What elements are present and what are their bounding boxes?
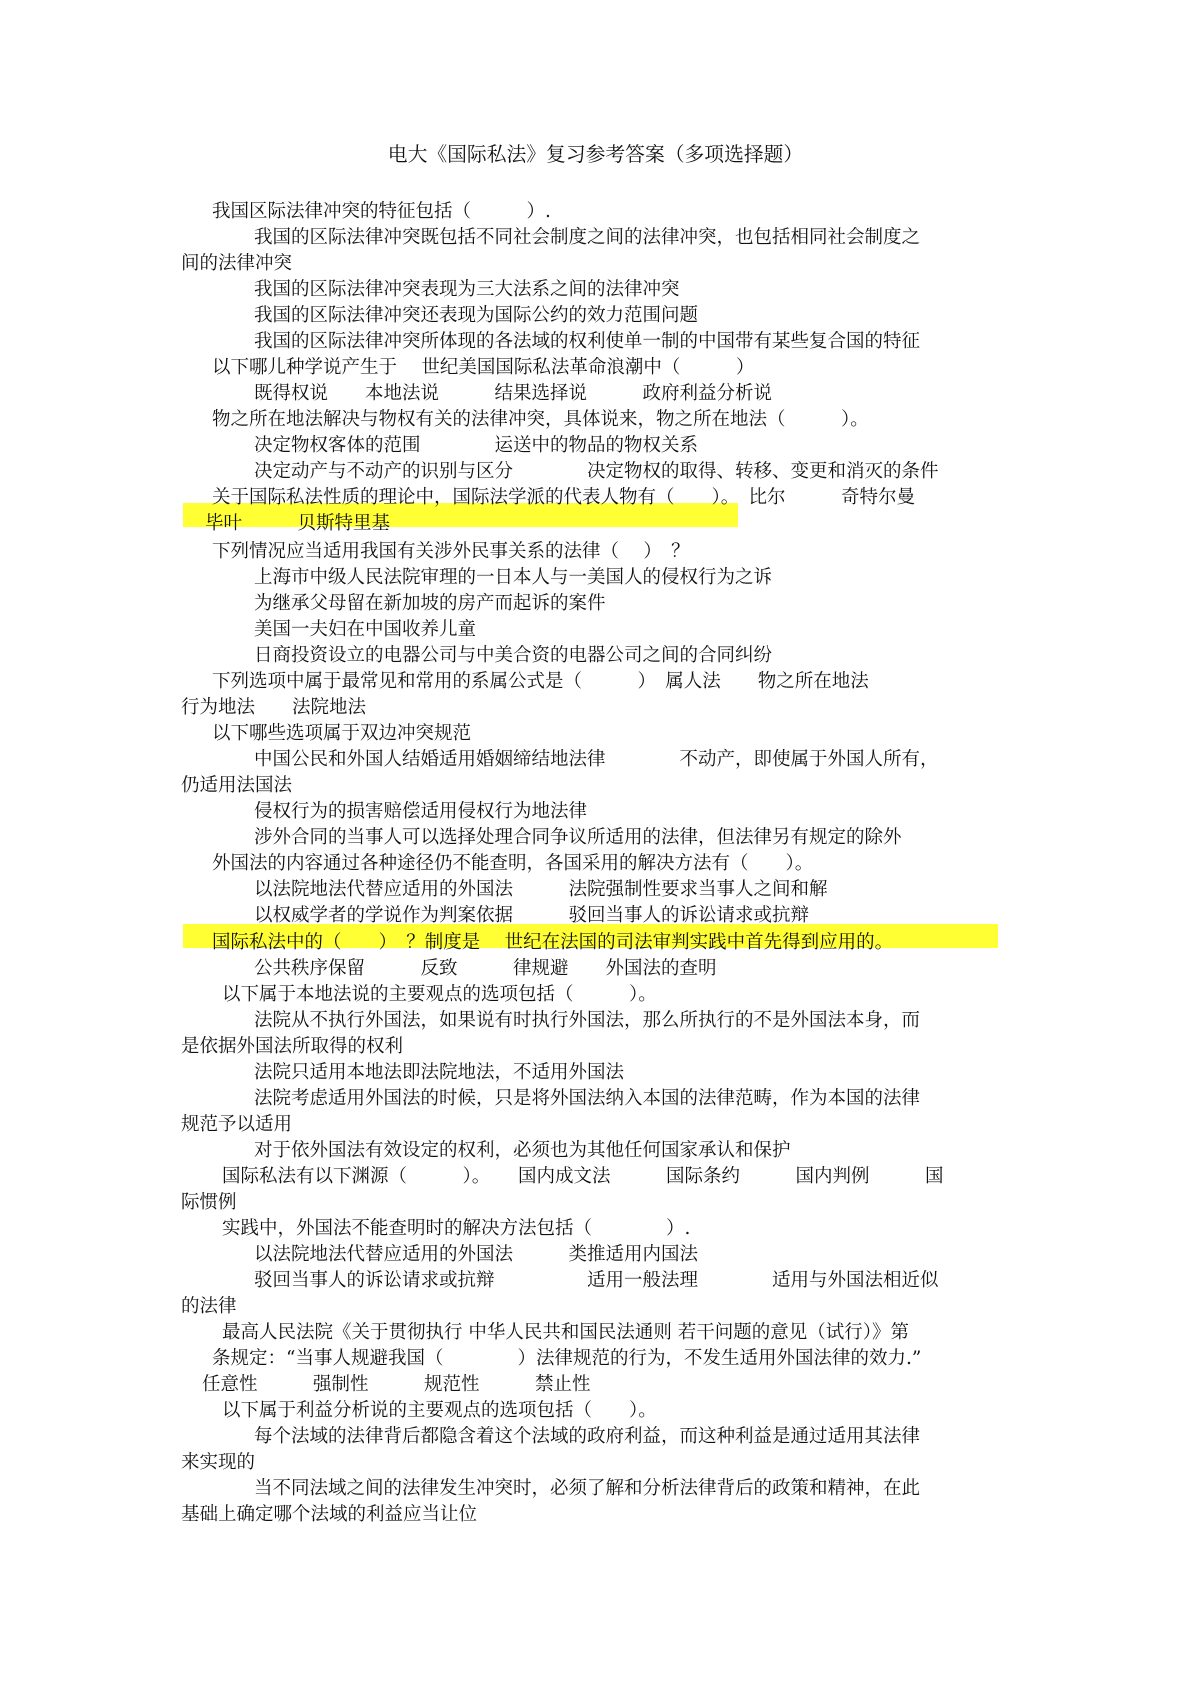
option-line: 以法院地法代替应适用的外国法 法院强制性要求当事人之间和解 xyxy=(254,879,828,900)
question-line-continued: 条规定：“当事人规避我国（ ）法律规范的行为，不发生适用外国法律的效力.” xyxy=(212,1348,922,1369)
option-line-continued: 来实现的 xyxy=(181,1452,256,1473)
question-line: 物之所在地法解决与物权有关的法律冲突，具体说来，物之所在地法（ ）。 xyxy=(212,409,869,430)
question-line-highlighted: 下列情况应当适用我国有关涉外民事关系的法律（ ） ？ xyxy=(212,541,690,562)
option-line: 侵权行为的损害赔偿适用侵权行为地法律 xyxy=(254,801,588,822)
option-line: 既得权说 本地法说 结果选择说 政府利益分析说 xyxy=(254,383,773,404)
question-line: 关于国际私法性质的理论中，国际法学派的代表人物有（ ）。 比尔 奇特尔曼 xyxy=(212,487,916,508)
option-line-continued: 际惯例 xyxy=(181,1192,237,1213)
option-line-continued: 的法律 xyxy=(181,1296,237,1317)
question-line: 实践中，外国法不能查明时的解决方法包括（ ）. xyxy=(222,1218,691,1239)
option-line-continued: 规范予以适用 xyxy=(181,1114,293,1135)
question-line: 以下属于利益分析说的主要观点的选项包括（ ）。 xyxy=(222,1400,657,1421)
option-line: 公共秩序保留 反致 律规避 外国法的查明 xyxy=(254,958,717,979)
option-line: 以权威学者的学说作为判案依据 驳回当事人的诉讼请求或抗辩 xyxy=(254,905,810,926)
option-line: 我国的区际法律冲突表现为三大法系之间的法律冲突 xyxy=(254,279,680,300)
question-line: 国际私法有以下渊源（ ）。 国内成文法 国际条约 国内判例 国 xyxy=(222,1166,944,1187)
question-line: 我国区际法律冲突的特征包括（ ）. xyxy=(212,201,551,222)
option-line-continued: 仍适用法国法 xyxy=(181,775,293,796)
option-line: 中国公民和外国人结婚适用婚姻缔结地法律 不动产，即使属于外国人所有， xyxy=(254,749,939,770)
option-line: 驳回当事人的诉讼请求或抗辩 适用一般法理 适用与外国法相近似 xyxy=(254,1270,939,1291)
option-line: 上海市中级人民法院审理的一日本人与一美国人的侵权行为之诉 xyxy=(254,567,773,588)
option-line: 日商投资设立的电器公司与中美合资的电器公司之间的合同纠纷 xyxy=(254,645,773,666)
option-line: 法院只适用本地法即法院地法，不适用外国法 xyxy=(254,1062,625,1083)
option-line-continued: 行为地法 法院地法 xyxy=(181,697,367,718)
option-line: 涉外合同的当事人可以选择处理合同争议所适用的法律，但法律另有规定的除外 xyxy=(254,827,902,848)
question-line: 以下哪儿种学说产生于 世纪美国国际私法革命浪潮中（ ） xyxy=(212,357,755,378)
question-line: 下列选项中属于最常见和常用的系属公式是（ ） 属人法 物之所在地法 xyxy=(212,671,869,692)
question-line: 最高人民法院《关于贯彻执行 中华人民共和国民法通则 若干问题的意见（试行）》第 xyxy=(222,1322,910,1343)
option-line: 美国一夫妇在中国收养儿童 xyxy=(254,619,477,640)
option-line-continued: 毕叶 贝斯特里基 xyxy=(205,513,391,534)
option-line: 决定动产与不动产的识别与区分 决定物权的取得、转移、变更和消灭的条件 xyxy=(254,461,939,482)
question-line-highlighted: 国际私法中的（ ） ？制度是 世纪在法国的司法审判实践中首先得到应用的。 xyxy=(212,932,894,953)
option-line: 我国的区际法律冲突所体现的各法域的权利使单一制的中国带有某些复合国的特征 xyxy=(254,331,921,352)
option-line-continued: 基础上确定哪个法域的利益应当让位 xyxy=(181,1504,478,1525)
option-line-continued: 间的法律冲突 xyxy=(181,253,293,274)
option-line: 法院从不执行外国法，如果说有时执行外国法，那么所执行的不是外国法本身，而 xyxy=(254,1010,921,1031)
option-line: 为继承父母留在新加坡的房产而起诉的案件 xyxy=(254,593,606,614)
option-line: 法院考虑适用外国法的时候，只是将外国法纳入本国的法律范畴，作为本国的法律 xyxy=(254,1088,921,1109)
option-line: 当不同法域之间的法律发生冲突时，必须了解和分析法律背后的政策和精神，在此 xyxy=(254,1478,921,1499)
option-line: 决定物权客体的范围 运送中的物品的物权关系 xyxy=(254,435,699,456)
option-line: 每个法域的法律背后都隐含着这个法域的政府利益，而这种利益是通过适用其法律 xyxy=(254,1426,921,1447)
document-title: 电大《国际私法》复习参考答案（多项选择题） xyxy=(387,143,804,166)
question-line: 以下属于本地法说的主要观点的选项包括（ ）。 xyxy=(222,984,657,1005)
option-line: 任意性 强制性 规范性 禁止性 xyxy=(202,1374,591,1395)
question-line: 以下哪些选项属于双边冲突规范 xyxy=(212,723,472,744)
option-line: 我国的区际法律冲突还表现为国际公约的效力范围问题 xyxy=(254,305,699,326)
option-line: 以法院地法代替应适用的外国法 类推适用内国法 xyxy=(254,1244,699,1265)
option-line: 我国的区际法律冲突既包括不同社会制度之间的法律冲突，也包括相同社会制度之 xyxy=(254,227,921,248)
question-line: 外国法的内容通过各种途径仍不能查明，各国采用的解决方法有（ ）。 xyxy=(212,853,814,874)
option-line: 对于依外国法有效设定的权利，必须也为其他任何国家承认和保护 xyxy=(254,1140,791,1161)
option-line-continued: 是依据外国法所取得的权利 xyxy=(181,1036,404,1057)
